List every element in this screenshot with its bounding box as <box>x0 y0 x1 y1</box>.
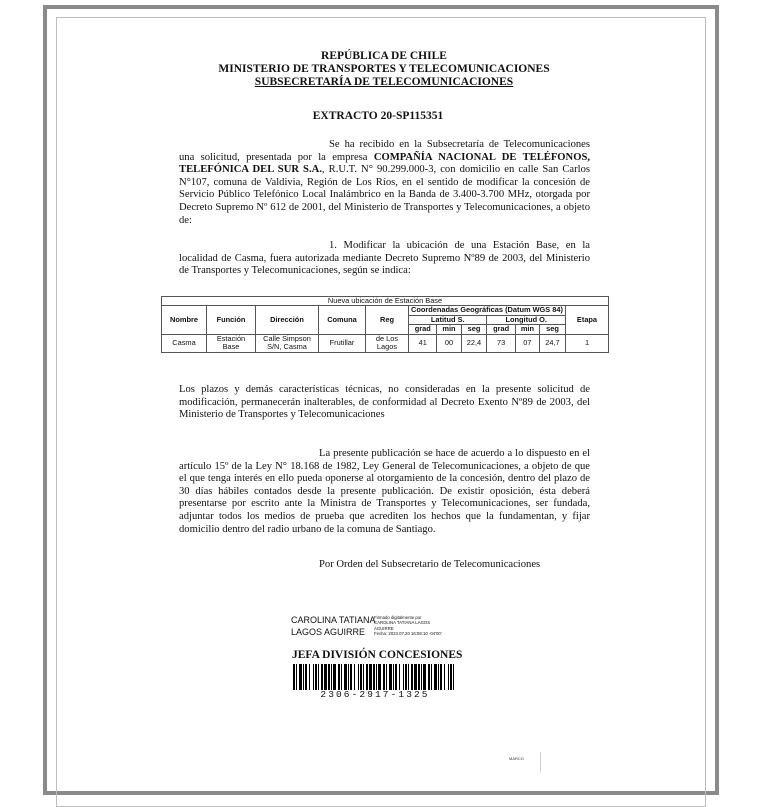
cell-lat-min: 00 <box>437 334 461 352</box>
barcode-icon <box>293 664 457 690</box>
barcode-bar <box>315 664 317 690</box>
col-reg: Reg <box>366 306 409 334</box>
paragraph-publication-text: La presente publicación se hace de acuerdo a lo dispuesto en el artículo 15º de la Ley N° 18.168 de 1982, Ley General de Telecomunicaciones, a objeto de que el que tenga interés en ello pueda oponerse al otorgamiento de la concesión, dentro del plazo de 30 días hábiles contados desde la presente publicación. De existir oposición, ésta deberá presentarse por escrito ante la Ministra de Transportes y Telecomunicaciones, ser fundada, adjuntar todos los medios de prueba que acrediten los hechos que la fundamentan, y fijar domicilio dentro del radio urbano de la comuna de Santiago. <box>179 448 590 535</box>
signer-name <box>291 614 376 638</box>
barcode-bar <box>378 664 381 690</box>
col-lon-seg: seg <box>539 325 565 334</box>
col-lon-grad: grad <box>487 325 515 334</box>
barcode-bar <box>366 664 368 690</box>
barcode-bar <box>421 664 422 690</box>
barcode-bar <box>383 664 385 690</box>
barcode-bar <box>444 664 445 690</box>
cell-lon-seg: 24,7 <box>539 334 565 352</box>
cell-lon-grad: 73 <box>487 334 515 352</box>
barcode-bar <box>386 664 387 690</box>
barcode-bar <box>341 664 342 690</box>
col-funcion: Función <box>207 306 256 334</box>
digital-sig-line1: Firmado digitalmente por <box>374 615 422 620</box>
barcode-bar <box>328 664 330 690</box>
col-direccion: Dirección <box>256 306 319 334</box>
col-nombre: Nombre <box>162 306 207 334</box>
paragraph-modify <box>179 240 590 278</box>
stamp-mark <box>540 752 589 772</box>
order-line-text: Por Orden del Subsecretario de Telecomunicaciones <box>319 559 541 570</box>
barcode-bar <box>333 664 336 690</box>
table-title: Nueva ubicación de Estación Base <box>162 297 609 306</box>
cell-funcion: Estación Base <box>207 334 256 352</box>
barcode-bar <box>418 664 420 690</box>
digital-sig-line2: CAROLINA TATIANA LAGOS <box>374 620 431 626</box>
barcode-bar <box>434 664 437 690</box>
barcode-bar <box>440 664 442 690</box>
header-subsecretariat: SUBSECRETARÍA DE TELECOMUNICACIONES <box>254 76 514 88</box>
barcode-bar <box>405 664 407 690</box>
barcode-bar <box>376 664 377 690</box>
col-comuna: Comuna <box>319 306 366 334</box>
cell-lat-grad: 41 <box>409 334 437 352</box>
order-line <box>179 559 590 572</box>
barcode-bar <box>358 664 359 690</box>
barcode-bar <box>423 664 426 690</box>
barcode-bar <box>354 664 355 690</box>
table-row <box>162 334 609 352</box>
col-lat-grad: grad <box>409 325 437 334</box>
cell-lat-seg: 22,4 <box>461 334 487 352</box>
col-etapa: Etapa <box>566 306 609 334</box>
paragraph-request <box>179 139 590 227</box>
barcode-bar <box>324 664 327 690</box>
barcode-bar <box>360 664 362 690</box>
col-lon-min: min <box>515 325 539 334</box>
barcode-bar <box>331 664 332 690</box>
col-longitud: Longitud O. <box>487 315 566 324</box>
paragraph-modify-text: 1. Modificar la ubicación de una Estación Base, en la localidad de Casma, fuera autorizada mediante Decreto Supremo Nº89 de 2003, del Ministerio de Transportes y Telecomunicaciones, según se indica: <box>179 240 590 277</box>
digital-signature-info <box>374 615 464 637</box>
barcode-bar <box>399 664 400 690</box>
base-station-table <box>161 296 609 353</box>
digital-sig-line4: Fecha: 2023.07.20 16:59:10 -04'00' <box>374 631 442 637</box>
barcode-bar <box>350 664 352 690</box>
barcode-bar <box>438 664 439 690</box>
col-lat-seg: seg <box>461 325 487 334</box>
barcode-bar <box>299 664 302 690</box>
barcode-bar <box>448 664 449 690</box>
barcode-bar <box>431 664 432 690</box>
barcode-bar <box>414 664 417 690</box>
barcode-number: 2306-2917-1325 <box>320 689 430 700</box>
barcode-bar <box>309 664 310 690</box>
digital-sig-line3: AGUIRRE <box>374 625 394 631</box>
extract-title: EXTRACTO 20-SP115351 <box>312 110 444 122</box>
barcode-bar <box>344 664 347 690</box>
signer-role: JEFA DIVISIÓN CONCESIONES <box>292 649 463 661</box>
barcode-bar <box>373 664 375 690</box>
barcode-bar <box>303 664 304 690</box>
col-latitud: Latitud S. <box>409 315 487 324</box>
barcode-bar <box>403 664 404 690</box>
paragraph-terms: Los plazos y demás características técnicas, no consideradas en la presente solicitud de modificación, permanecerán inalterables, de conformidad al Decreto Exento Nº89 de 2003, del Ministerio de Transportes y Telecomunicaciones <box>179 384 590 421</box>
paragraph-request-text-1: Se ha recibido en la Subsecretaría de Telecomunicaciones una solicitud, presentada por la empresa <box>179 139 590 163</box>
header-ministry: MINISTERIO DE TRANSPORTES Y TELECOMUNICACIONES <box>218 63 550 75</box>
signer-name-line2: LAGOS AGUIRRE <box>291 627 366 637</box>
paragraph-publication <box>179 448 590 536</box>
barcode-bar <box>293 664 295 690</box>
paragraph-request-text-2: , R.U.T. N° 90.299.000-3, con domicilio en calle San Carlos N°107, comuna de Valdivia, Región de Los Ríos, en el sentido de modificar la concesión de Servicio Público Telefónico Local Inalámbrico en la Banda de 3.400-3.700 MHz, otorgada por Decreto Supremo Nº 612 de 2001, del Ministerio de Transportes y Telecomunicaciones, a objeto de: <box>179 164 590 226</box>
cell-etapa: 1 <box>566 334 609 352</box>
cell-nombre: Casma <box>162 334 207 352</box>
cell-lon-min: 07 <box>515 334 539 352</box>
barcode-bar <box>369 664 372 690</box>
barcode-bar <box>408 664 409 690</box>
barcode-bar <box>450 664 452 690</box>
stamp-text: MARCO <box>509 756 524 761</box>
barcode-bar <box>363 664 364 690</box>
barcode-bar <box>296 664 297 690</box>
barcode-bar <box>313 664 314 690</box>
header-republic: REPÚBLICA DE CHILE <box>321 50 447 62</box>
cell-comuna: Frutillar <box>319 334 366 352</box>
barcode-bar <box>348 664 349 690</box>
barcode-bar <box>411 664 413 690</box>
cell-reg: de Los Lagos <box>366 334 409 352</box>
cell-direccion: Calle Simpson S/N, Casma <box>256 334 319 352</box>
barcode-bar <box>395 664 397 690</box>
col-lat-min: min <box>437 325 461 334</box>
company-name: COMPAÑÍA NACIONAL DE TELÉFONOS, TELEFÓNICA DEL SUR S.A. <box>179 151 590 176</box>
barcode-bar <box>305 664 307 690</box>
barcode-bar <box>389 664 392 690</box>
barcode-bar <box>321 664 323 690</box>
barcode-bar <box>428 664 430 690</box>
col-coords: Coordenadas Geográficas (Datum WGS 84) <box>409 306 566 315</box>
signer-name-line1: CAROLINA TATIANA <box>291 615 376 625</box>
barcode-bar <box>338 664 340 690</box>
barcode-bar <box>393 664 394 690</box>
barcode-bar <box>318 664 319 690</box>
barcode-bar <box>453 664 454 690</box>
